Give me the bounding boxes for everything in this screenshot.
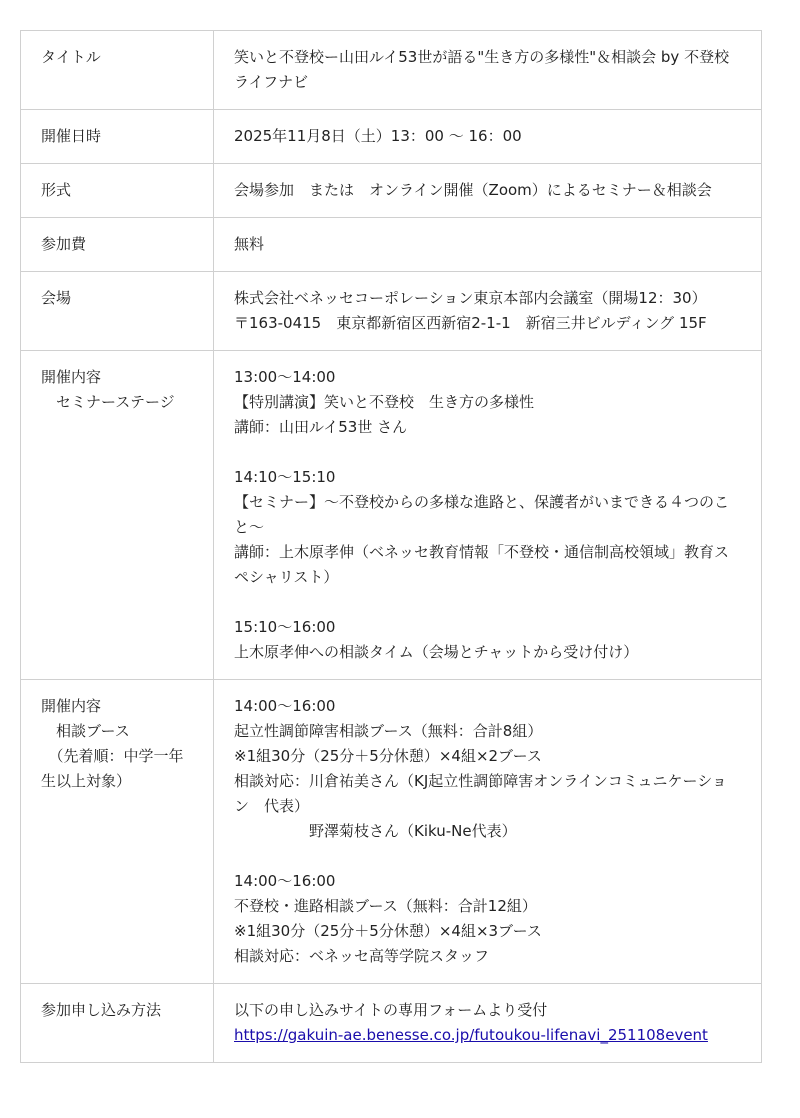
info-row	[21, 218, 762, 272]
info-row	[21, 31, 762, 110]
row-label-cell	[21, 164, 214, 218]
row-value-line: 上木原孝伸への相談タイム（会場とチャットから受け付け）	[234, 643, 639, 661]
row-value-line: 【特別講演】笑いと不登校 生き方の多様性	[234, 393, 535, 411]
info-row	[21, 984, 762, 1063]
row-label-line: 会場	[41, 289, 72, 307]
row-value-line	[234, 440, 741, 465]
row-value-cell	[214, 218, 762, 272]
row-label-cell	[21, 351, 214, 680]
row-label-line: 参加費	[41, 235, 87, 253]
row-value-line: 相談対応：川倉祐美さん（KJ起立性調節障害オンラインコミュニケーション 代表）	[234, 772, 727, 815]
row-value-line	[234, 844, 741, 869]
row-value-line: 〒163-0415 東京都新宿区西新宿2-1-1 新宿三井ビルディング 15F	[234, 314, 707, 332]
row-label-line: タイトル	[41, 48, 101, 66]
row-value-cell	[214, 680, 762, 984]
row-value-line: ※1組30分（25分＋5分休憩）×4組×3ブース	[234, 922, 542, 940]
row-value-line: 2025年11月8日（土）13：00 ～ 16：00	[234, 127, 522, 145]
row-value-line: 13:00～14:00	[234, 368, 336, 386]
row-label-line: 開催内容	[41, 368, 102, 386]
row-label-line: 相談ブース	[41, 722, 130, 740]
row-value-line: ※1組30分（25分＋5分休憩）×4組×2ブース	[234, 747, 542, 765]
row-value-cell	[214, 31, 762, 110]
row-label-cell	[21, 680, 214, 984]
row-value-cell	[214, 110, 762, 164]
row-value-line: 講師：山田ルイ53世 さん	[234, 418, 408, 436]
row-value-line: 14:00～16:00	[234, 872, 336, 890]
row-label-cell	[21, 984, 214, 1063]
event-info-table	[20, 30, 762, 1063]
row-value-line: 無料	[234, 235, 265, 253]
row-label-line: 形式	[41, 181, 72, 199]
row-label-line: 開催内容	[41, 697, 102, 715]
row-value-line: 不登校・進路相談ブース（無料：合計12組）	[234, 897, 537, 915]
info-row	[21, 272, 762, 351]
row-value-line: 相談対応：ベネッセ高等学院スタッフ	[234, 947, 490, 965]
row-value-line: 14:00～16:00	[234, 697, 336, 715]
row-value-cell	[214, 351, 762, 680]
row-value-cell	[214, 272, 762, 351]
row-label-line: （先着順：中学一年生以上対象）	[41, 747, 184, 790]
info-row	[21, 351, 762, 680]
row-value-line: 以下の申し込みサイトの専用フォームより受付	[234, 1001, 548, 1019]
event-info-table-body	[21, 31, 762, 1063]
row-label-cell	[21, 31, 214, 110]
row-value-line: 笑いと不登校ー山田ルイ53世が語る"生き方の多様性"＆相談会 by 不登校ライフナビ	[234, 48, 730, 91]
row-label-cell	[21, 110, 214, 164]
row-value-line: 野澤菊枝さん（Kiku-Ne代表）	[234, 822, 517, 840]
row-value-line: 14:10～15:10	[234, 468, 336, 486]
row-value-cell	[214, 984, 762, 1063]
row-value-line: 株式会社ベネッセコーポレーション東京本部内会議室（開場12：30）	[234, 289, 707, 307]
row-label-line: 開催日時	[41, 127, 102, 145]
row-value-line	[234, 590, 741, 615]
info-row	[21, 164, 762, 218]
row-label-line: セミナーステージ	[41, 393, 175, 411]
row-value-line: 会場参加 または オンライン開催（Zoom）によるセミナー＆相談会	[234, 181, 712, 199]
row-value-line: 講師：上木原孝伸（ベネッセ教育情報「不登校・通信制高校領域」教育スペシャリスト）	[234, 543, 730, 586]
info-row	[21, 680, 762, 984]
row-value-line: 15:10～16:00	[234, 618, 336, 636]
row-value-cell	[214, 164, 762, 218]
info-row	[21, 110, 762, 164]
row-label-cell	[21, 272, 214, 351]
row-label-cell	[21, 218, 214, 272]
row-value-line: 【セミナー】～不登校からの多様な進路と、保護者がいまできる４つのこと～	[234, 493, 730, 536]
application-link[interactable]: https://gakuin-ae.benesse.co.jp/futoukou-lifenavi_251108event	[234, 1026, 708, 1044]
row-label-line: 参加申し込み方法	[41, 1001, 162, 1019]
row-value-line: 起立性調節障害相談ブース（無料：合計8組）	[234, 722, 543, 740]
